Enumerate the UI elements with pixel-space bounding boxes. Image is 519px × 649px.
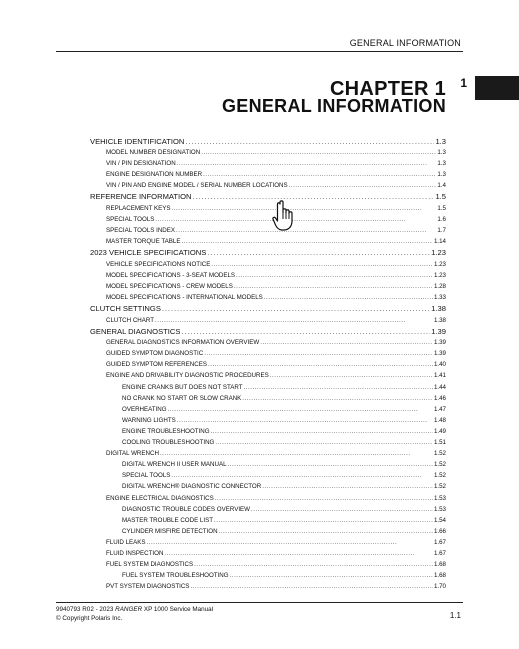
- toc-dot-leader: [244, 382, 433, 393]
- toc-dot-leader: [242, 393, 433, 404]
- toc-dot-leader: [236, 270, 433, 281]
- toc-entry-page: 1.52: [433, 483, 446, 491]
- header-rule: [56, 51, 463, 52]
- toc-entry[interactable]: [90, 570, 446, 581]
- toc-dot-leader: [185, 136, 434, 147]
- toc-entry-page: 1.5: [437, 204, 446, 212]
- toc-entry[interactable]: [90, 180, 446, 191]
- table-of-contents: [90, 135, 446, 592]
- toc-entry-title: WARNING LIGHTS: [122, 416, 176, 424]
- toc-entry[interactable]: [90, 292, 446, 303]
- toc-entry[interactable]: [90, 537, 446, 548]
- toc-entry-page: 1.33: [433, 293, 446, 301]
- toc-entry-page: 1.23: [433, 260, 446, 268]
- toc-entry-page: 1.53: [433, 505, 446, 513]
- toc-entry[interactable]: [90, 191, 446, 202]
- toc-entry-page: 1.67: [433, 549, 446, 557]
- toc-entry-title: DIGITAL WRENCH® DIAGNOSTIC CONNECTOR: [122, 483, 262, 491]
- toc-entry[interactable]: [90, 136, 446, 147]
- toc-dot-leader: [177, 415, 433, 426]
- toc-entry-page: 1.49: [433, 427, 446, 435]
- page-number: 1.1: [449, 611, 461, 620]
- toc-dot-leader: [215, 493, 433, 504]
- toc-entry[interactable]: [90, 281, 446, 292]
- toc-entry-page: 1.23: [433, 271, 446, 279]
- toc-dot-leader: [171, 470, 433, 481]
- toc-entry-title: MASTER TROUBLE CODE LIST: [122, 516, 213, 524]
- toc-dot-leader: [203, 169, 436, 180]
- footer-manual-title: [56, 606, 213, 613]
- toc-dot-leader: [260, 337, 433, 348]
- toc-entry-title: FLUID LEAKS: [106, 538, 146, 546]
- toc-entry-page: 1.5: [435, 192, 446, 202]
- toc-entry[interactable]: [90, 559, 446, 570]
- toc-dot-leader: [219, 526, 433, 537]
- toc-entry[interactable]: [90, 236, 446, 247]
- toc-dot-leader: [264, 292, 433, 303]
- toc-dot-leader: [215, 437, 433, 448]
- toc-entry[interactable]: [90, 359, 446, 370]
- toc-entry-page: 1.38: [431, 304, 446, 314]
- toc-entry-title: FUEL SYSTEM DIAGNOSTICS: [106, 561, 194, 569]
- toc-dot-leader: [228, 459, 433, 470]
- toc-dot-leader: [208, 359, 433, 370]
- toc-entry[interactable]: [90, 158, 446, 169]
- toc-dot-leader: [207, 247, 430, 258]
- toc-entry-page: 1.39: [433, 350, 446, 358]
- toc-entry[interactable]: [90, 382, 446, 393]
- toc-dot-leader: [177, 158, 437, 169]
- toc-entry-title: REPLACEMENT KEYS: [106, 204, 171, 212]
- toc-entry-page: 1.46: [433, 394, 446, 402]
- toc-entry[interactable]: [90, 481, 446, 492]
- toc-entry[interactable]: [90, 225, 446, 236]
- header-section-title: GENERAL INFORMATION: [349, 38, 461, 48]
- toc-entry[interactable]: [90, 303, 446, 314]
- toc-dot-leader: [211, 259, 433, 270]
- toc-entry-page: 1.7: [437, 226, 446, 234]
- toc-entry[interactable]: [90, 437, 446, 448]
- chapter-tab: [475, 76, 519, 100]
- toc-entry-title: COOLING TROUBLESHOOTING: [122, 439, 215, 447]
- toc-dot-leader: [251, 504, 433, 515]
- toc-dot-leader: [230, 570, 433, 581]
- toc-dot-leader: [214, 515, 433, 526]
- toc-entry[interactable]: [90, 326, 446, 337]
- toc-entry-title: MASTER TORQUE TABLE: [106, 237, 181, 245]
- toc-entry[interactable]: [90, 548, 446, 559]
- toc-entry-title: ENGINE TROUBLESHOOTING: [122, 427, 210, 435]
- toc-entry-title: CYLINDER MISFIRE DETECTION: [122, 527, 218, 535]
- toc-dot-leader: [204, 348, 433, 359]
- toc-dot-leader: [289, 180, 437, 191]
- toc-entry[interactable]: [90, 203, 446, 214]
- toc-entry-page: 1.3: [437, 170, 446, 178]
- toc-entry-title: DIGITAL WRENCH: [106, 450, 159, 458]
- toc-dot-leader: [162, 303, 430, 314]
- toc-entry[interactable]: [90, 526, 446, 537]
- toc-entry-title: SPECIAL TOOLS INDEX: [106, 226, 176, 234]
- toc-entry-title: ENGINE CRANKS BUT DOES NOT START: [122, 383, 243, 391]
- toc-entry-page: 1.39: [433, 339, 446, 347]
- toc-entry-title: SPECIAL TOOLS: [122, 472, 171, 480]
- toc-entry-page: 1.23: [431, 248, 446, 258]
- toc-entry-page: 1.70: [433, 583, 446, 591]
- toc-entry-title: VEHICLE IDENTIFICATION: [90, 136, 185, 146]
- toc-entry-page: 1.4: [437, 181, 446, 189]
- toc-entry[interactable]: [90, 459, 446, 470]
- toc-entry[interactable]: [90, 470, 446, 481]
- toc-entry[interactable]: [90, 404, 446, 415]
- toc-dot-leader: [181, 326, 430, 337]
- toc-entry-title: CLUTCH CHART: [106, 316, 155, 324]
- footer-copyright: © Copyright Polaris Inc.: [56, 615, 123, 622]
- toc-dot-leader: [262, 481, 433, 492]
- toc-entry-title: MODEL SPECIFICATIONS - CREW MODELS: [106, 282, 233, 290]
- toc-entry[interactable]: [90, 493, 446, 504]
- toc-entry-title: MODEL NUMBER DESIGNATION: [106, 148, 201, 156]
- toc-entry-title: GENERAL DIAGNOSTICS INFORMATION OVERVIEW: [106, 339, 260, 347]
- toc-entry[interactable]: [90, 426, 446, 437]
- toc-dot-leader: [147, 537, 433, 548]
- footer-doc-suffix: XP 1000 Service Manual: [142, 606, 214, 613]
- toc-entry-title: CLUTCH SETTINGS: [90, 304, 161, 314]
- toc-entry-page: 1.52: [433, 450, 446, 458]
- toc-entry-title: FUEL SYSTEM TROUBLESHOOTING: [122, 572, 229, 580]
- chapter-name: GENERAL INFORMATION: [221, 96, 446, 116]
- chapter-label: CHAPTER 1: [329, 78, 446, 100]
- toc-entry[interactable]: [90, 415, 446, 426]
- toc-entry[interactable]: [90, 270, 446, 281]
- toc-entry-title: OVERHEATING: [122, 405, 167, 413]
- toc-entry-page: 1.48: [433, 416, 446, 424]
- toc-entry-page: 1.53: [433, 494, 446, 502]
- toc-entry-title: ENGINE AND DRIVABILITY DIAGNOSTIC PROCEDURES: [106, 372, 269, 380]
- toc-dot-leader: [176, 225, 436, 236]
- toc-dot-leader: [234, 281, 433, 292]
- toc-entry-page: 1.51: [433, 439, 446, 447]
- toc-entry-page: 1.68: [433, 572, 446, 580]
- toc-dot-leader: [211, 426, 433, 437]
- toc-entry-page: 1.38: [433, 316, 446, 324]
- footer-doc-prefix: 9940793 R02 - 2023: [56, 606, 116, 613]
- toc-entry-page: 1.67: [433, 538, 446, 546]
- toc-entry-title: REFERENCE INFORMATION: [90, 192, 192, 202]
- toc-entry-title: FLUID INSPECTION: [106, 549, 164, 557]
- toc-entry-title: GENERAL DIAGNOSTICS: [90, 327, 181, 337]
- toc-entry-page: 1.39: [431, 327, 446, 337]
- toc-entry[interactable]: [90, 581, 446, 592]
- toc-dot-leader: [172, 203, 437, 214]
- toc-entry-page: 1.41: [433, 372, 446, 380]
- toc-entry[interactable]: [90, 214, 446, 225]
- hand-pointer-icon: [271, 199, 299, 233]
- toc-entry[interactable]: [90, 348, 446, 359]
- footer-rule: [56, 602, 463, 603]
- toc-entry-page: 1.66: [433, 527, 446, 535]
- toc-dot-leader: [194, 559, 433, 570]
- toc-entry-title: NO CRANK NO START OR SLOW CRANK: [122, 394, 242, 402]
- toc-entry[interactable]: [90, 515, 446, 526]
- toc-dot-leader: [190, 581, 433, 592]
- toc-entry-page: 1.14: [433, 237, 446, 245]
- toc-entry-page: 1.47: [433, 405, 446, 413]
- toc-entry-page: 1.44: [433, 383, 446, 391]
- toc-entry-page: 1.3: [437, 159, 446, 167]
- toc-entry[interactable]: [90, 169, 446, 180]
- toc-entry-page: 1.68: [433, 561, 446, 569]
- toc-dot-leader: [160, 448, 433, 459]
- toc-entry-page: 1.52: [433, 472, 446, 480]
- toc-entry-title: DIGITAL WRENCH II USER MANUAL: [122, 461, 227, 469]
- toc-dot-leader: [193, 191, 435, 202]
- toc-entry-page: 1.6: [437, 215, 446, 223]
- toc-entry-title: 2023 VEHICLE SPECIFICATIONS: [90, 248, 207, 258]
- toc-entry-title: ENGINE ELECTRICAL DIAGNOSTICS: [106, 494, 214, 502]
- toc-entry[interactable]: [90, 247, 446, 258]
- toc-entry[interactable]: [90, 448, 446, 459]
- toc-entry-page: 1.52: [433, 461, 446, 469]
- toc-entry-title: GUIDED SYMPTOM DIAGNOSTIC: [106, 350, 204, 358]
- footer-doc-model: RANGER: [115, 606, 143, 613]
- toc-entry-title: VIN / PIN DESIGNATION: [106, 159, 176, 167]
- toc-entry-page: 1.40: [433, 361, 446, 369]
- toc-dot-leader: [201, 147, 436, 158]
- toc-dot-leader: [164, 548, 433, 559]
- toc-entry[interactable]: [90, 370, 446, 381]
- toc-entry[interactable]: [90, 315, 446, 326]
- toc-dot-leader: [182, 236, 433, 247]
- toc-entry-page: 1.3: [435, 136, 446, 146]
- toc-entry-page: 1.28: [433, 282, 446, 290]
- toc-entry-title: MODEL SPECIFICATIONS - 3-SEAT MODELS: [106, 271, 236, 279]
- chapter-tab-number: 1: [460, 76, 467, 90]
- toc-entry[interactable]: [90, 337, 446, 348]
- toc-entry-title: VEHICLE SPECIFICATIONS NOTICE: [106, 260, 211, 268]
- toc-entry-page: 1.54: [433, 516, 446, 524]
- toc-dot-leader: [155, 315, 433, 326]
- toc-entry-title: SPECIAL TOOLS: [106, 215, 155, 223]
- toc-entry-title: DIAGNOSTIC TROUBLE CODES OVERVIEW: [122, 505, 251, 513]
- toc-entry-title: MODEL SPECIFICATIONS - INTERNATIONAL MODELS: [106, 293, 263, 301]
- toc-entry-title: GUIDED SYMPTOM REFERENCES: [106, 361, 207, 369]
- toc-entry-page: 1.3: [437, 148, 446, 156]
- toc-entry[interactable]: [90, 504, 446, 515]
- toc-dot-leader: [168, 404, 433, 415]
- toc-entry-title: PVT SYSTEM DIAGNOSTICS: [106, 583, 190, 591]
- toc-dot-leader: [270, 370, 433, 381]
- toc-entry[interactable]: [90, 147, 446, 158]
- toc-entry-title: ENGINE DESIGNATION NUMBER: [106, 170, 203, 178]
- toc-entry[interactable]: [90, 393, 446, 404]
- toc-entry[interactable]: [90, 259, 446, 270]
- toc-entry-title: VIN / PIN AND ENGINE MODEL / SERIAL NUMBER LOCATIONS: [106, 181, 288, 189]
